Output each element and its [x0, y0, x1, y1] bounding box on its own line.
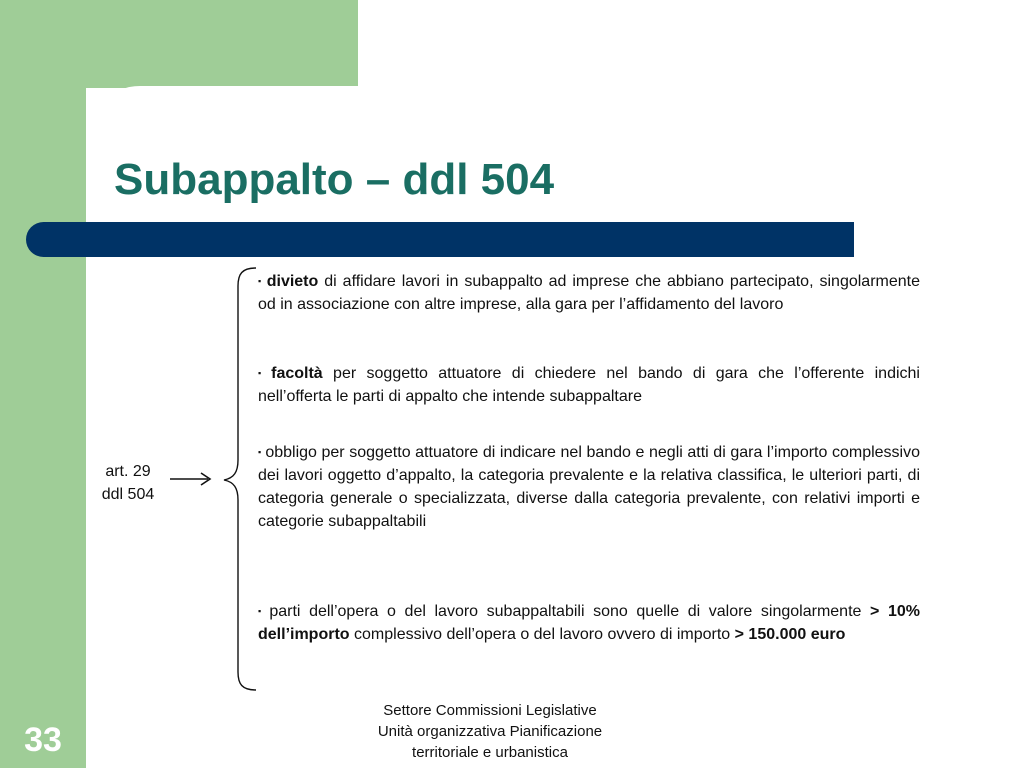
right-arrow-icon [168, 467, 216, 491]
bullet-text: di affidare lavori in subappalto ad imprese che abbiano partecipato, singolarmente od in associazione con altre imprese, alla gara per l’affidamento del lavoro [258, 273, 920, 313]
bullet-parti-subappaltabili [258, 600, 920, 646]
bullet-facolta [258, 362, 920, 408]
bullet-marker: ▪ [258, 447, 262, 457]
reference-line-2: ddl 504 [101, 486, 155, 503]
green-left-band [0, 0, 86, 768]
bullet-bold-threshold-percent: > 10% dell’importo [258, 603, 920, 643]
bullet-text: obbligo per soggetto attuatore di indicare nel bando e negli atti di gara l’importo complessivo dei lavori oggetto d’appalto, la categoria prevalente e la relativa classifica, le ulteriori parti, di categoria generale o specializzata, diverse dalla categoria prevalente, con relativi importi e categorie subappaltabili [258, 444, 920, 530]
page-number: 33 [24, 721, 62, 759]
bullet-text: complessivo dell’opera o del lavoro ovvero di importo [349, 626, 735, 643]
curly-brace-icon [220, 264, 260, 694]
bullet-text: per soggetto attuatore di chiedere nel bando di gara che l’offerente indichi nell’offerta le parti di appalto che intende subappaltare [258, 365, 920, 405]
reference-label [86, 460, 170, 506]
title-underline-bar [26, 222, 854, 257]
bullet-marker: ▪ [258, 606, 266, 616]
bullet-bold-lead: facoltà [271, 365, 323, 382]
bullet-marker: ▪ [258, 368, 268, 378]
footer-line-3: territoriale e urbanistica [412, 744, 568, 761]
footer-line-1: Settore Commissioni Legislative [383, 702, 597, 719]
footer-line-2: Unità organizzativa Pianificazione [377, 723, 603, 740]
bullet-marker: ▪ [258, 276, 263, 286]
bullet-divieto [258, 270, 920, 316]
bullet-bold-threshold-euro: > 150.000 euro [734, 626, 846, 643]
reference-line-1: art. 29 [105, 463, 151, 480]
bullet-text: parti dell’opera o del lavoro subappaltabili sono quelle di valore singolarmente [269, 603, 871, 620]
bullet-obbligo [258, 441, 920, 533]
slide-title: Subappalto – ddl 504 [114, 155, 555, 204]
bullet-bold-lead: divieto [266, 273, 319, 290]
footer [330, 700, 650, 763]
